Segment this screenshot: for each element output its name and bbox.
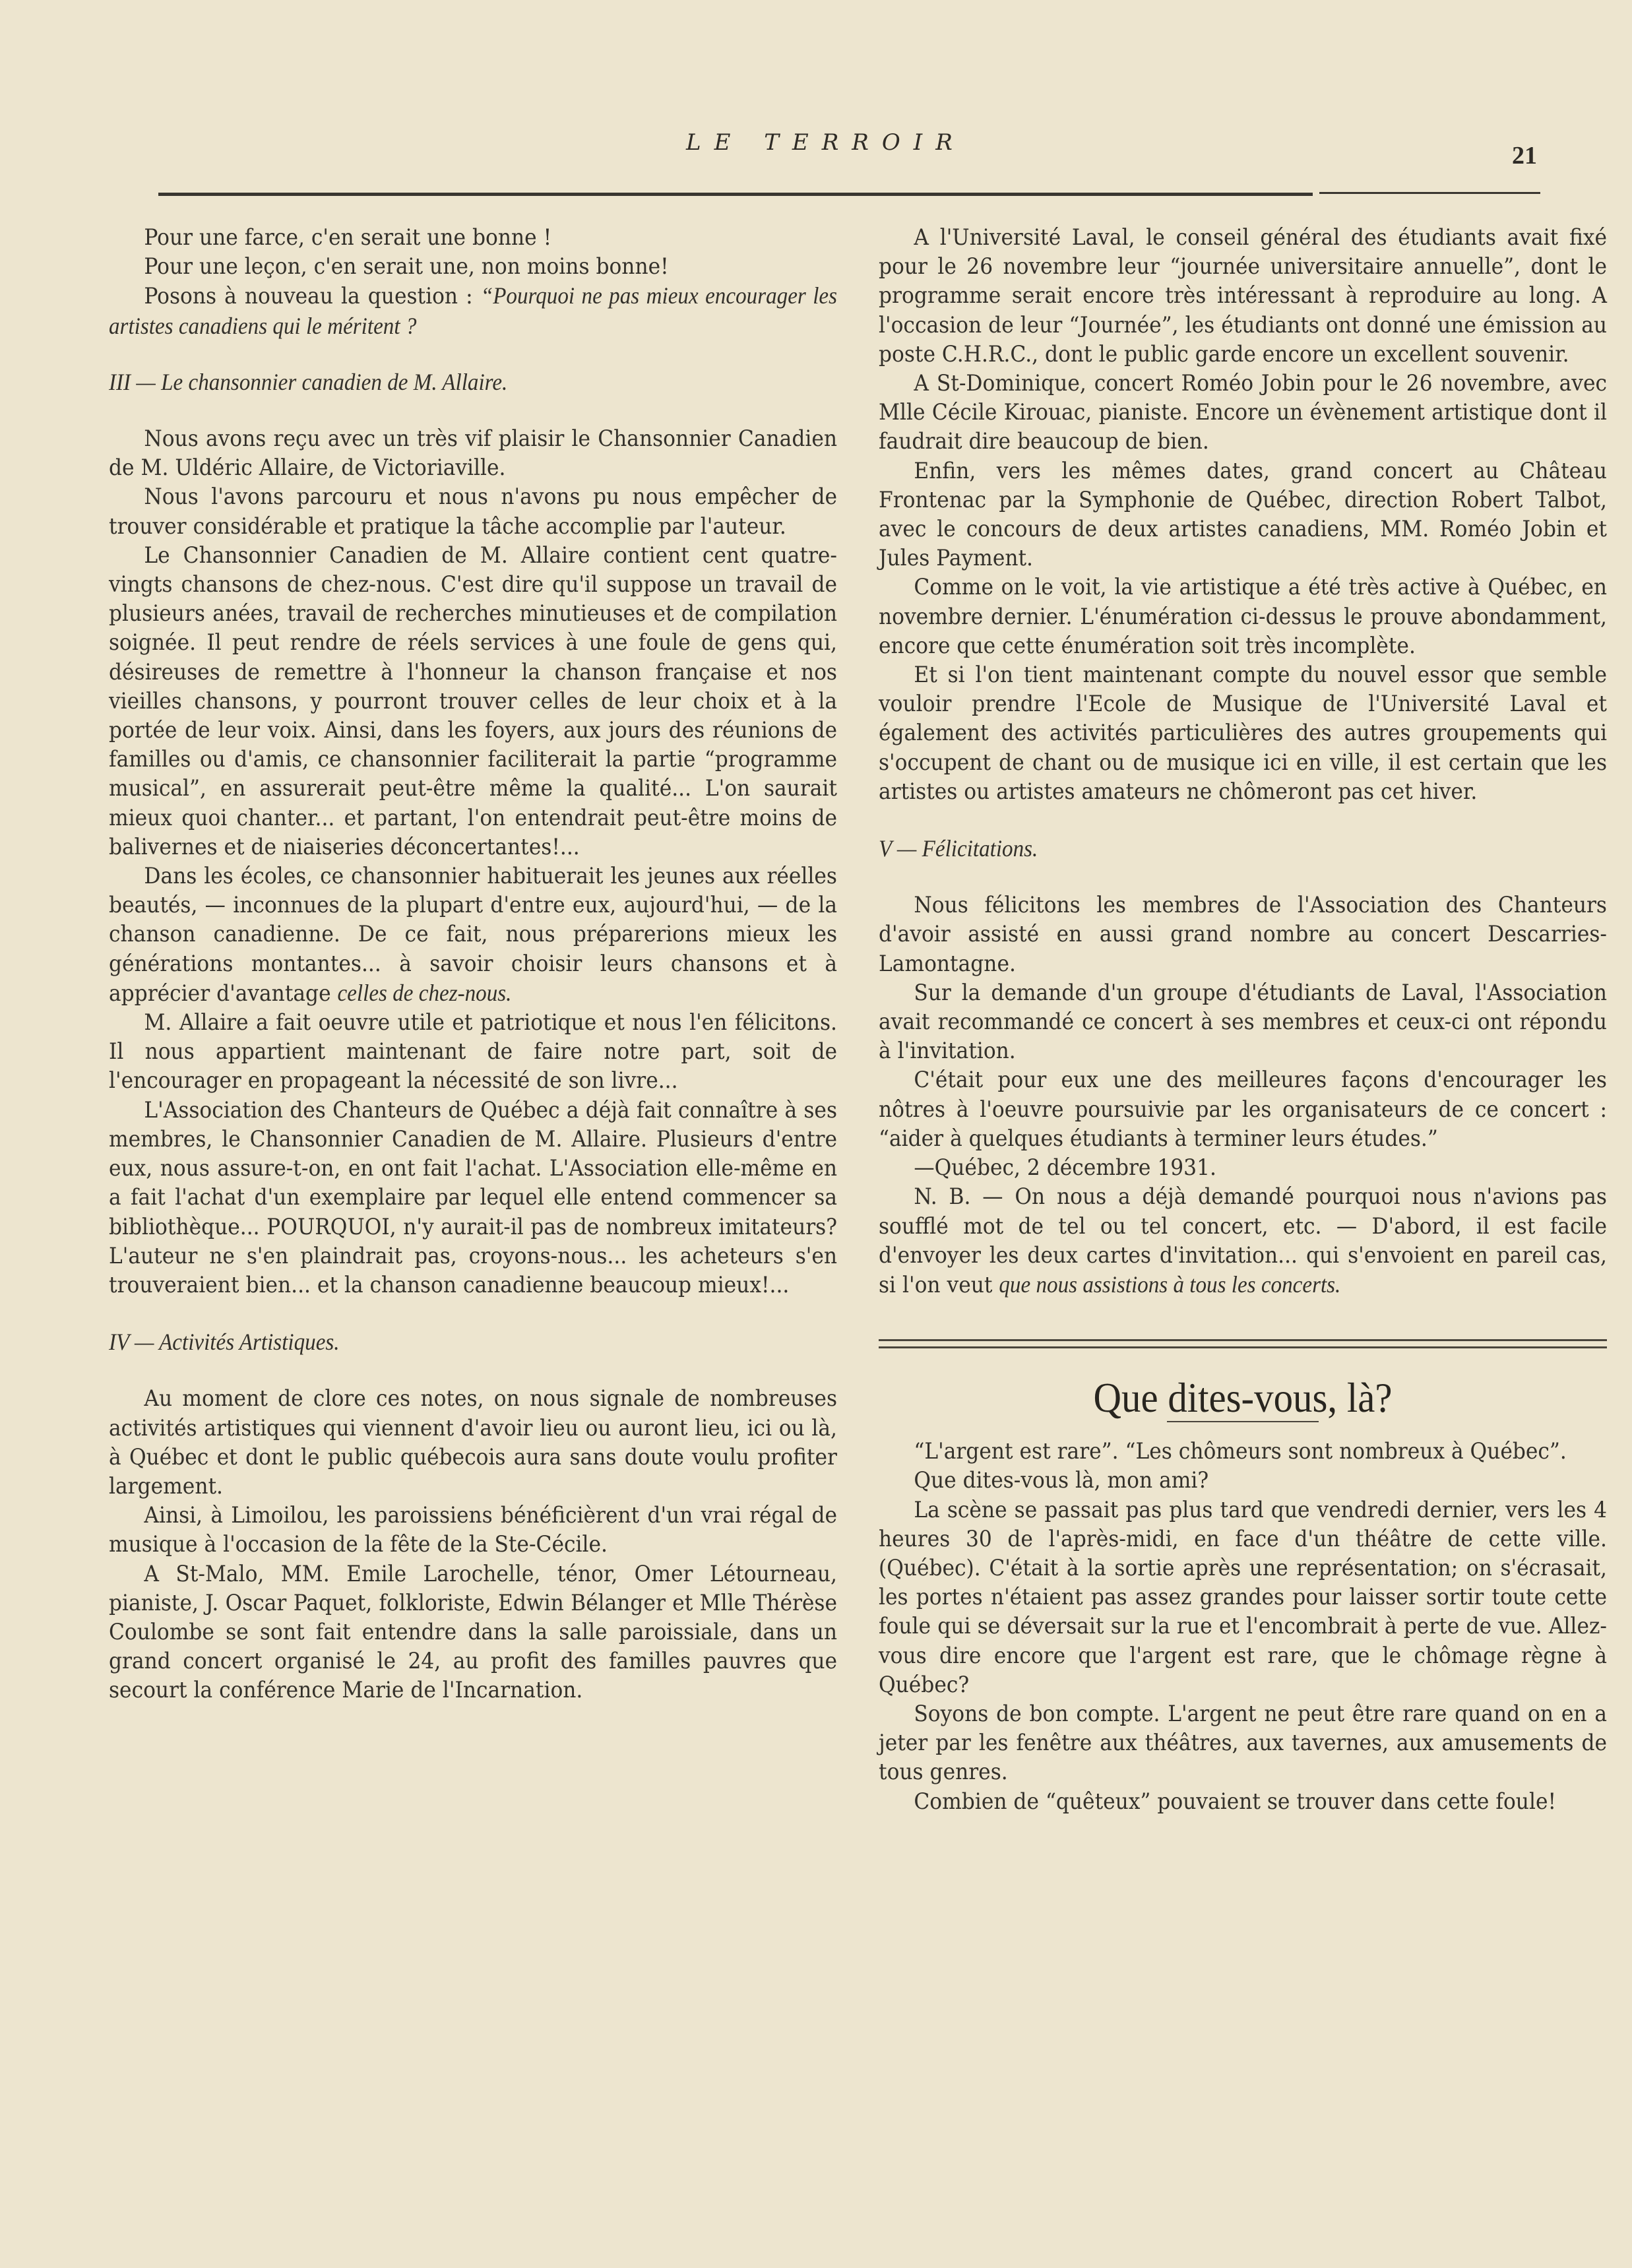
- body-paragraph: A St-Malo, MM. Emile Larochelle, ténor, Omer Létourneau, pianiste, J. Oscar Paquet, folkloriste, Edwin Bélanger et Mlle Thérèse Coulombe se sont fait entendre dans la salle paroissiale, dans un grand concert organisé le 24, au profit des familles pauvres que secourt la conférence Marie de l'Incarnation.: [109, 1560, 838, 1704]
- section-divider: [879, 1339, 1607, 1348]
- header-rule-right: [1319, 192, 1540, 194]
- body-paragraph: Nous l'avons parcouru et nous n'avons pu nous empêcher de trouver considérable et pratique la tâche accomplie par l'auteur.: [109, 484, 838, 540]
- nb-paragraph: [879, 1182, 1607, 1300]
- running-title: LE TERROIR: [686, 129, 966, 156]
- body-paragraph: A l'Université Laval, le conseil général des étudiants avait fixé pour le 26 novembre leur “journée universitaire annuelle”, dont le programme serait encore très intéressant à reproduire au long. A l'occasion de leur “Journée”, les étudiants ont donné une émission au poste C.H.R.C., dont le public garde encore un excellent souvenir.: [879, 224, 1607, 367]
- body-paragraph: Que dites-vous là, mon ami?: [914, 1467, 1209, 1494]
- section-heading-5: V — Félicitations.: [879, 835, 1038, 862]
- page-number: 21: [1512, 142, 1537, 170]
- section-heading-3: III — Le chansonnier canadien de M. Allaire.: [109, 368, 508, 395]
- body-paragraph: [109, 862, 837, 1008]
- schools-text: Dans les écoles, ce chansonnier habituerait les jeunes aux réelles beautés, — inconnues de la plupart d'entre eux, aujourd'hui, — de la chanson canadienne. De ce fait, nous préparerions mieux les générations montantes... à savoir choisir leurs chansons et à apprécier d'avantage: [109, 863, 838, 1007]
- body-paragraph: Combien de “quêteux” pouvaient se trouver dans cette foule!: [914, 1788, 1557, 1815]
- nb-text: N. B. — On nous a déjà demandé pourquoi nous n'avions pas soufflé mot de tel ou tel concert, etc. — D'abord, il est facile d'envoyer les deux cartes d'invitation... qui s'envoient en pareil cas, si l'on veut: [879, 1183, 1607, 1298]
- intro-line: Pour une farce, c'en serait une bonne !: [144, 224, 552, 251]
- dateline: —Québec, 2 décembre 1931.: [914, 1154, 1216, 1181]
- question-paragraph: [109, 281, 837, 340]
- body-paragraph: Comme on le voit, la vie artistique a été très active à Québec, en novembre dernier. L'énumération ci-dessus le prouve abondamment, encore que cette énumération soit très incomplète.: [879, 574, 1607, 659]
- left-column: [109, 223, 837, 1705]
- body-paragraph: M. Allaire a fait oeuvre utile et patriotique et nous l'en félicitons. Il nous appartient maintenant de faire notre part, soit de l'encourager en propageant la nécessité de son livre...: [109, 1009, 838, 1094]
- body-paragraph: L'Association des Chanteurs de Québec a déjà fait connaître à ses membres, le Chansonnier Canadien de M. Allaire. Plusieurs d'entre eux, nous assure-t-on, en ont fait l'achat. L'Association elle-même en a fait l'achat d'un exemplaire par lequel elle entend commencer sa bibliothèque... POURQUOI, n'y aurait-il pas de nombreux imitateurs? L'auteur ne s'en plaindrait pas, croyons-nous... les acheteurs s'en trouveraient bien... et la chanson canadienne beaucoup mieux!...: [109, 1096, 838, 1298]
- right-column: [879, 223, 1607, 1816]
- body-paragraph: La scène se passait pas plus tard que vendredi dernier, vers les 4 heures 30 de l'après-midi, en face d'un théâtre de cette ville. (Québec). C'était à la sortie après une représentation; on s'écrasait, les portes n'étaient pas assez grandes pour laisser sortir toute cette foule qui se déversait sur la rue et l'encombrait à perte de vue. Allez-vous dire encore que l'argent est rare, que le chômage règne à Québec?: [879, 1496, 1607, 1698]
- body-paragraph: Et si l'on tient maintenant compte du nouvel essor que semble vouloir prendre l'Ecole de Musique de l'Université Laval et également des activités particulières des autres groupements qui s'occupent de chant ou de musique ici en ville, il est certain que les artistes ou artistes amateurs ne chômeront pas cet hiver.: [879, 662, 1607, 805]
- body-paragraph: Nous félicitons les membres de l'Association des Chanteurs d'avoir assisté en aussi grand nombre au concert Descarries-Lamontagne.: [879, 892, 1607, 977]
- body-paragraph: Le Chansonnier Canadien de M. Allaire contient cent quatre-vingts chansons de chez-nous. C'est dire qu'il suppose un travail de plusieurs anées, travail de recherches minutieuses et de compilation soignée. Il peut rendre de réels services à une foule de gens qui, désireuses de remettre à l'honneur la chanson française et nos vieilles chansons, y pourront trouver celles de leur choix et à la portée de leur voix. Ainsi, dans les foyers, aux jours des réunions de familles ou d'amis, ce chansonnier faciliterait la partie “programme musical”, en assurerait peut-être même la qualité... L'on saurait mieux quoi chanter... et partant, l'on entendrait peut-être moins de balivernes et de niaiseries déconcertantes!...: [109, 542, 838, 860]
- body-paragraph: Ainsi, à Limoilou, les paroissiens bénéficièrent d'un vrai régal de musique à l'occasion de la fête de la Ste-Cécile.: [109, 1502, 838, 1558]
- title-underline: [1167, 1421, 1319, 1422]
- section-heading-4: IV — Activités Artistiques.: [109, 1329, 340, 1356]
- intro-line: Pour une leçon, c'en serait une, non moins bonne!: [144, 253, 669, 280]
- header-rule-left: [158, 193, 1313, 196]
- body-paragraph: Nous avons reçu avec un très vif plaisir le Chansonnier Canadien de M. Uldéric Allaire, de Victoriaville.: [109, 425, 838, 482]
- question-prefix: Posons à nouveau la question :: [144, 283, 481, 310]
- body-paragraph: A St-Dominique, concert Roméo Jobin pour le 26 novembre, avec Mlle Cécile Kirouac, pianiste. Encore un évènement artistique dont il faudrait dire beaucoup de bien.: [879, 370, 1607, 455]
- body-paragraph: Sur la demande d'un groupe d'étudiants de Laval, l'Association avait recommandé ce concert à ses membres et ceux-ci ont répondu à l'invitation.: [879, 979, 1607, 1065]
- body-paragraph: “L'argent est rare”. “Les chômeurs sont nombreux à Québec”.: [914, 1438, 1567, 1465]
- body-paragraph: C'était pour eux une des meilleures façons d'encourager les nôtres à l'oeuvre poursuivie par les organisateurs de ce concert : “aider à quelques étudiants à terminer leurs études.”: [879, 1067, 1607, 1152]
- body-paragraph: Soyons de bon compte. L'argent ne peut être rare quand on en a jeter par les fenêtre aux théâtres, aux tavernes, aux amusements de tous genres.: [879, 1700, 1607, 1786]
- body-paragraph: Enfin, vers les mêmes dates, grand concert au Château Frontenac par la Symphonie de Québec, direction Robert Talbot, avec le concours de deux artistes canadiens, MM. Roméo Jobin et Jules Payment.: [879, 457, 1607, 572]
- article-title: Que dites-vous, là?: [1093, 1374, 1393, 1422]
- nb-italic: que nous assistions à tous les concerts.: [999, 1271, 1341, 1298]
- question-italic: “Pourquoi ne pas mieux encourager les artistes canadiens qui le méritent ?: [109, 282, 837, 339]
- body-paragraph: Au moment de clore ces notes, on nous signale de nombreuses activités artistiques qui viennent d'avoir lieu ou auront lieu, ici ou là, à Québec et dont le public québecois aura sans doute voulu profiter largement.: [109, 1385, 838, 1499]
- schools-italic: celles de chez-nous.: [337, 979, 512, 1006]
